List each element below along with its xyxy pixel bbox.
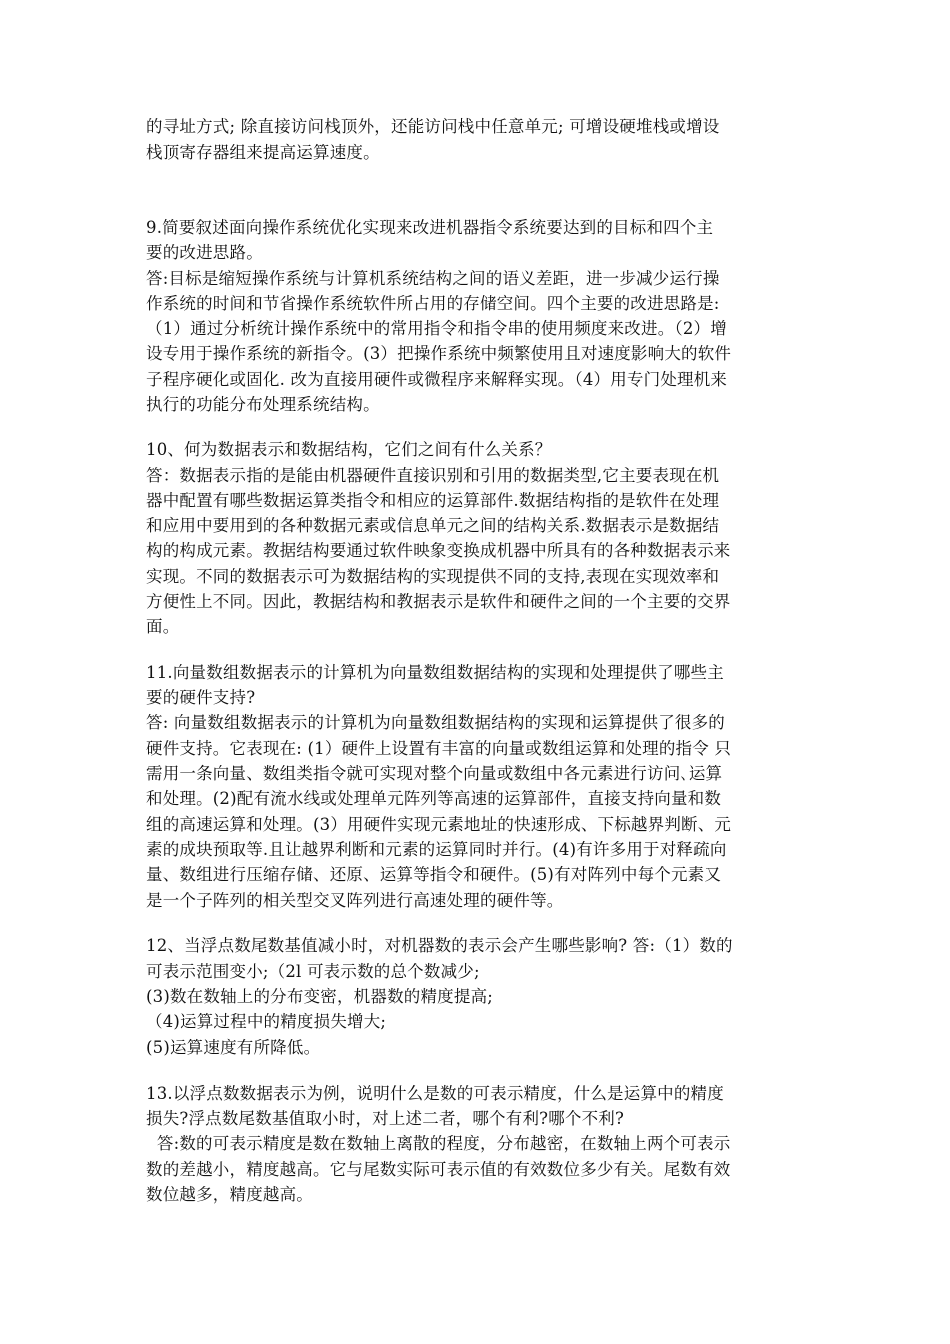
answer-11-line: 和处理。(2)配有流水线或处理单元阵列等高速的运算部件，直接支持向量和数 [146, 789, 722, 808]
answer-12-line: 可表示范围变小;（2l 可表示数的总个数减少; [146, 962, 480, 981]
answer-9-line: 设专用于操作系统的新指令。(3）把操作系统中频繁使用且对速度影响大的软件 [146, 344, 732, 363]
answer-11-line: 硬件支持。它表现在: (1）硬件上设置有丰富的向量或数组运算和处理的指令 只 [146, 739, 732, 758]
question-13-title-cont: 损失?浮点数尾数基值取小时，对上述二者，哪个有利?哪个不利? [146, 1109, 625, 1128]
answer-11-line: 素的成块预取等.且让越界利断和元素的运算同时并行。(4)有许多用于对释疏向 [146, 840, 727, 859]
answer-13-line: 数的差越小，精度越高。它与尾数实际可表示值的有效数位多少有关。尾数有效 [146, 1160, 731, 1179]
question-12-title: 12、当浮点数尾数基值减小时，对机器数的表示会产生哪些影响? 答:（1）数的 [146, 936, 733, 955]
answer-11-line: 需用一条向量、数组类指令就可实现对整个向量或数组中各元素进行访问､运算 [146, 764, 723, 783]
answer-9-line: （1）通过分析统计操作系统中的常用指令和指令串的使用频度来改进。（2）增 [146, 319, 727, 338]
answer-9-line: 执行的功能分布处理系统结构。 [146, 395, 380, 414]
answer-12-line: (5)运算速度有所降低。 [146, 1038, 321, 1057]
answer-10-line: 实现。不同的数据表示可为数据结构的实现提供不同的支持,表现在实现效率和 [146, 567, 720, 586]
answer-11-line: 答: 向量数组数据表示的计算机为向量数组数据结构的实现和运算提供了很多的 [146, 713, 726, 732]
answer-10-line: 答：数据表示指的是能由机器硬件直接识别和引用的数据类型,它主要表现在机 [146, 466, 720, 485]
answer-10-line: 构的构成元素。教据结构要通过软件映象变换成机器中所具有的各种数据表示来 [146, 541, 731, 560]
question-13-title: 13.以浮点数数据表示为例，说明什么是数的可表示精度，什么是运算中的精度 [146, 1084, 724, 1103]
answer-11-line: 量、数组进行压缩存储、还原、运算等指令和硬件。(5)有对阵列中每个元素又 [146, 865, 722, 884]
answer-13-line: 数位越多，精度越高。 [146, 1185, 313, 1204]
answer-10-line: 方便性上不同。因此，教据结构和教据表示是软件和硬件之间的一个主要的交界 [146, 592, 731, 611]
question-11-title: 11.向量数组数据表示的计算机为向量数组数据结构的实现和处理提供了哪些主 [146, 663, 724, 682]
answer-12-line: （4)运算过程中的精度损失增大; [146, 1012, 387, 1031]
answer-10-line: 器中配置有哪些数据运算类指令和相应的运算部件.数据结构指的是软件在处理 [146, 491, 720, 510]
text-line: 的寻址方式; 除直接访问栈顶外，还能访问栈中任意单元; 可增设硬堆栈或增设 [146, 117, 720, 136]
question-9-title-cont: 要的改进思路。 [146, 243, 263, 262]
answer-10-line: 面。 [146, 617, 180, 636]
question-9-title: 9.简要叙述面向操作系统优化实现来改进机器指令系统要达到的目标和四个主 [146, 218, 714, 237]
answer-9-line: 答:目标是缩短操作系统与计算机系统结构之间的语义差距，进一步减少运行操 [146, 269, 720, 288]
answer-11-line: 组的高速运算和处理。(3）用硬件实现元素地址的快速形成、下标越界判断、元 [146, 815, 732, 834]
answer-9-line: 作系统的时间和节省操作系统软件所占用的存储空间。四个主要的改进思路是: [146, 294, 720, 313]
answer-11-line: 是一个子阵列的相关型交叉阵列进行高速处理的硬件等。 [146, 891, 564, 910]
question-10-title: 10、何为数据表示和数据结构，它们之间有什么关系？ [146, 440, 552, 459]
text-line: 栈顶寄存器组来提高运算速度。 [146, 143, 380, 162]
answer-12-line: (3)数在数轴上的分布变密，机器数的精度提高; [146, 987, 494, 1006]
answer-10-line: 和应用中要用到的各种数据元素或信息单元之间的结构关系.数据表示是数据结 [146, 516, 720, 535]
question-11-title-cont: 要的硬件支持? [146, 688, 256, 707]
answer-9-line: 子程序硬化或固化. 改为直接用硬件或微程序来解释实现。（4）用专门处理机来 [146, 370, 728, 389]
answer-13-line: 答:数的可表示精度是数在数轴上离散的程度，分布越密，在数轴上两个可表示 [146, 1134, 731, 1153]
